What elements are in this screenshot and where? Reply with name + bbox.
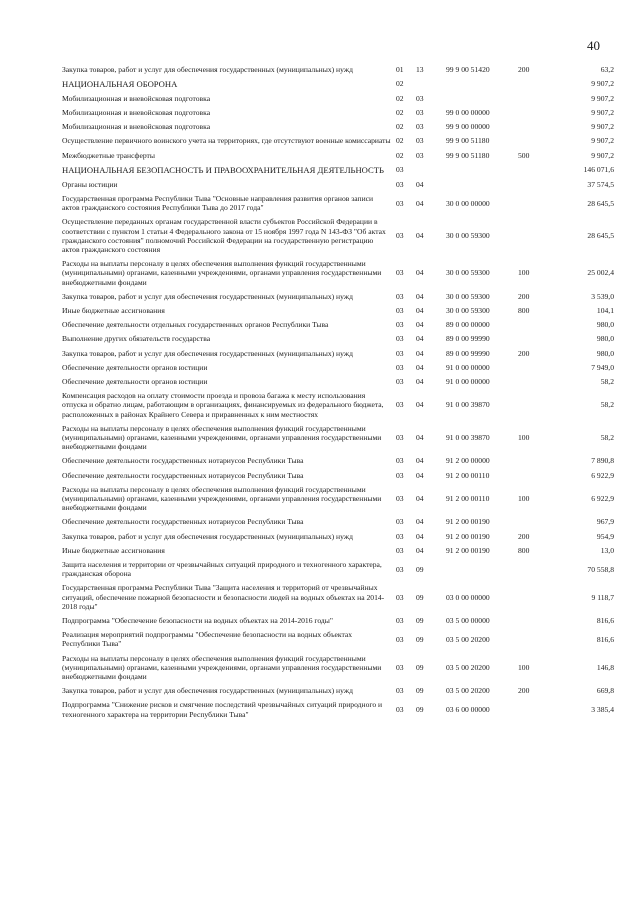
- row-subsection-code: 04: [416, 456, 424, 466]
- row-subsection-code: 04: [416, 334, 424, 344]
- row-target-article: 99 9 00 00000: [446, 122, 490, 132]
- row-description: Обеспечение деятельности отдельных государственных органов Республики Тыва: [62, 320, 329, 330]
- row-subsection-code: 09: [416, 662, 424, 672]
- table-row: [58, 651, 614, 684]
- row-target-article: 99 9 00 51420: [446, 64, 490, 74]
- row-amount: 9 907,2: [591, 136, 614, 146]
- row-amount: 63,2: [600, 64, 614, 74]
- row-subsection-code: 03: [416, 150, 424, 160]
- table-row: [58, 215, 614, 257]
- table-row: [58, 257, 614, 290]
- row-subsection-code: [416, 76, 446, 91]
- row-expense-type: [518, 581, 548, 614]
- row-amount: 7 890,8: [591, 456, 614, 466]
- row-description: Закупка товаров, работ и услуг для обеспечения государственных (муниципальных) нужд: [62, 291, 353, 301]
- budget-table: [58, 62, 614, 721]
- row-target-article: 30 0 00 59300: [446, 305, 490, 315]
- row-subsection-code: 03: [416, 93, 424, 103]
- row-section-code: 03: [396, 376, 404, 386]
- row-subsection-code: 04: [416, 291, 424, 301]
- row-description: Иные бюджетные ассигнования: [62, 545, 165, 555]
- table-row: [58, 162, 614, 177]
- row-subsection-code: 03: [416, 136, 424, 146]
- table-row: [58, 303, 614, 317]
- row-target-article: 91 0 00 39870: [446, 432, 490, 442]
- row-amount: 37 574,5: [587, 179, 614, 189]
- row-description: Подпрограмма "Обеспечение безопасности на водных объектах на 2014-2016 годы": [62, 616, 333, 626]
- row-section-code: 02: [396, 93, 404, 103]
- row-target-article: [446, 76, 518, 91]
- row-target-article: [446, 558, 518, 581]
- row-subsection-code: 04: [416, 348, 424, 358]
- row-subsection-code: 09: [416, 705, 424, 715]
- row-section-code: 03: [396, 517, 404, 527]
- row-section-code: 03: [396, 291, 404, 301]
- table-row: [58, 468, 614, 482]
- row-expense-type: 800: [518, 545, 530, 555]
- row-expense-type: [518, 454, 548, 468]
- row-expense-type: [518, 177, 548, 191]
- row-subsection-code: 04: [416, 517, 424, 527]
- row-expense-type: 200: [518, 348, 530, 358]
- row-section-code: 03: [396, 705, 404, 715]
- row-amount: 7 949,0: [591, 362, 614, 372]
- row-expense-type: 800: [518, 305, 530, 315]
- row-description: Обеспечение деятельности государственных нотариусов Республики Тыва: [62, 456, 304, 466]
- table-row: [58, 177, 614, 191]
- table-row: [58, 454, 614, 468]
- row-section-code: 02: [396, 107, 404, 117]
- table-row: [58, 134, 614, 148]
- table-row: [58, 105, 614, 119]
- row-description: Органы юстиции: [62, 179, 118, 189]
- page-number: 40: [587, 38, 600, 53]
- row-expense-type: [518, 134, 548, 148]
- row-target-article: 89 0 00 99990: [446, 334, 490, 344]
- row-amount: 816,6: [596, 616, 614, 626]
- row-description: Осуществление переданных органам государственной власти субъектов Российской Федерации в соответствии с пунктом 1 статьи 4 Федерального закона от 15 ноября 1997 года N 143-ФЗ "Об актах гражданского состояния" полномочий Российской Федерации на государственную регистрацию актов гражданского состояния: [62, 217, 386, 254]
- row-amount: 6 922,9: [591, 494, 614, 503]
- row-description: Расходы на выплаты персоналу в целях обеспечения выполнения функций государственными (муниципальными) органами, казенными учреждениями, органами управления государственными внебюджетными фондами: [62, 653, 382, 682]
- row-description: Закупка товаров, работ и услуг для обеспечения государственных (муниципальных) нужд: [62, 348, 353, 358]
- row-section-code: 03: [396, 634, 404, 644]
- row-description: Расходы на выплаты персоналу в целях обеспечения выполнения функций государственными (муниципальными) органами, казенными учреждениями, органами управления государственными внебюджетными фондами: [62, 423, 382, 452]
- row-target-article: 91 2 00 00110: [446, 494, 490, 503]
- row-amount: 28 645,5: [587, 231, 614, 241]
- row-expense-type: 200: [518, 686, 530, 696]
- row-description: Мобилизационная и вневойсковая подготовка: [62, 107, 211, 117]
- row-subsection-code: 13: [416, 64, 424, 74]
- row-amount: 146 071,6: [583, 165, 614, 175]
- row-subsection-code: [416, 162, 446, 177]
- row-expense-type: [518, 120, 548, 134]
- table-row: [58, 543, 614, 557]
- table-row: [58, 332, 614, 346]
- row-amount: 9 907,2: [591, 79, 614, 89]
- table-row: [58, 374, 614, 388]
- row-amount: 6 922,9: [591, 470, 614, 480]
- row-section-code: 03: [396, 198, 404, 208]
- row-subsection-code: 04: [416, 494, 424, 503]
- row-description: Расходы на выплаты персоналу в целях обеспечения выполнения функций государственными (муниципальными) органами, казенными учреждениями, органами управления государственными внебюджетными фондами: [62, 259, 382, 287]
- row-subsection-code: 04: [416, 531, 424, 541]
- row-target-article: [446, 177, 518, 191]
- row-subsection-code: 04: [416, 545, 424, 555]
- table-row: [58, 628, 614, 651]
- table-row: [58, 614, 614, 628]
- row-subsection-code: 04: [416, 268, 424, 278]
- row-description: Закупка товаров, работ и услуг для обеспечения государственных (муниципальных) нужд: [62, 531, 353, 541]
- row-amount: 954,9: [596, 531, 614, 541]
- row-section-code: 03: [396, 616, 404, 626]
- row-section-code: 02: [396, 79, 404, 89]
- row-section-code: 03: [396, 686, 404, 696]
- row-target-article: 30 0 00 59300: [446, 291, 490, 301]
- row-subsection-code: 04: [416, 362, 424, 372]
- row-section-code: 03: [396, 592, 404, 602]
- row-section-code: 02: [396, 122, 404, 132]
- table-row: [58, 346, 614, 360]
- row-section-code: 03: [396, 432, 404, 442]
- row-target-article: 91 2 00 00110: [446, 470, 490, 480]
- row-expense-type: [518, 360, 548, 374]
- row-amount: 9 907,2: [591, 107, 614, 117]
- table-row: [58, 76, 614, 91]
- row-amount: 58,2: [600, 376, 614, 386]
- row-expense-type: [518, 698, 548, 721]
- table-row: [58, 558, 614, 581]
- table-row: [58, 360, 614, 374]
- row-target-article: 03 5 00 20200: [446, 662, 490, 672]
- row-target-article: [446, 91, 518, 105]
- row-expense-type: 100: [518, 268, 530, 278]
- row-section-code: 03: [396, 362, 404, 372]
- row-description: Иные бюджетные ассигнования: [62, 305, 165, 315]
- row-amount: 980,0: [596, 348, 614, 358]
- table-row: [58, 289, 614, 303]
- row-subsection-code: 04: [416, 470, 424, 480]
- row-subsection-code: 03: [416, 122, 424, 132]
- row-section-code: 02: [396, 136, 404, 146]
- row-section-code: 03: [396, 662, 404, 672]
- row-amount: 58,2: [600, 400, 614, 410]
- row-subsection-code: 09: [416, 634, 424, 644]
- row-section-code: 03: [396, 545, 404, 555]
- row-section-code: 03: [396, 400, 404, 410]
- row-expense-type: 200: [518, 291, 530, 301]
- row-expense-type: [518, 614, 548, 628]
- row-section-code: 03: [396, 268, 404, 278]
- row-target-article: 99 9 00 51180: [446, 150, 490, 160]
- row-expense-type: [518, 76, 548, 91]
- row-expense-type: [518, 374, 548, 388]
- row-expense-type: [518, 628, 548, 651]
- row-description: Обеспечение деятельности органов юстиции: [62, 362, 208, 372]
- row-target-article: 03 5 00 00000: [446, 616, 490, 626]
- table-row: [58, 148, 614, 162]
- row-description: Государственная программа Республики Тыва "Основные направления развития органов записи актов гражданского состояния Республики Тыва до 2017 года": [62, 193, 374, 213]
- row-amount: 980,0: [596, 320, 614, 330]
- row-target-article: 91 2 00 00000: [446, 456, 490, 466]
- row-section-code: 03: [396, 165, 404, 175]
- row-subsection-code: 09: [416, 564, 424, 574]
- row-amount: 9 907,2: [591, 93, 614, 103]
- row-subsection-code: 04: [416, 320, 424, 330]
- row-expense-type: 100: [518, 432, 530, 442]
- row-target-article: 30 0 00 59300: [446, 268, 490, 278]
- row-amount: 28 645,5: [587, 198, 614, 208]
- row-subsection-code: 04: [416, 198, 424, 208]
- row-subsection-code: 04: [416, 231, 424, 241]
- row-target-article: 91 0 00 00000: [446, 376, 490, 386]
- table-row: [58, 62, 614, 76]
- table-row: [58, 421, 614, 454]
- row-subsection-code: 09: [416, 592, 424, 602]
- row-subsection-code: 04: [416, 376, 424, 386]
- table-row: [58, 482, 614, 515]
- row-description: Обеспечение деятельности органов юстиции: [62, 376, 208, 386]
- row-expense-type: 500: [518, 150, 530, 160]
- row-target-article: 89 0 00 00000: [446, 320, 490, 330]
- table-row: [58, 120, 614, 134]
- row-section-code: 03: [396, 494, 404, 503]
- budget-table-body: [58, 62, 614, 721]
- row-subsection-code: 04: [416, 400, 424, 410]
- row-section-code: 03: [396, 320, 404, 330]
- row-subsection-code: 09: [416, 686, 424, 696]
- row-subsection-code: 09: [416, 616, 424, 626]
- row-target-article: 99 0 00 00000: [446, 107, 490, 117]
- row-expense-type: [518, 389, 548, 422]
- row-section-code: 03: [396, 179, 404, 189]
- row-expense-type: [518, 91, 548, 105]
- row-expense-type: [518, 215, 548, 257]
- row-amount: 669,8: [596, 686, 614, 696]
- row-amount: 816,6: [596, 634, 614, 644]
- row-target-article: [446, 162, 518, 177]
- table-row: [58, 389, 614, 422]
- row-amount: 9 907,2: [591, 122, 614, 132]
- row-target-article: 91 2 00 00190: [446, 531, 490, 541]
- row-section-code: 03: [396, 334, 404, 344]
- table-row: [58, 581, 614, 614]
- row-description: Реализация мероприятий подпрограммы "Обеспечение безопасности на водных объектах Республики Тыва": [62, 630, 353, 649]
- row-section-code: 03: [396, 531, 404, 541]
- row-description: Подпрограмма "Снижение рисков и смягчение последствий чрезвычайных ситуаций природного и техногенного характера на территории Республики Тыва": [62, 700, 383, 719]
- row-amount: 9 907,2: [591, 150, 614, 160]
- row-amount: 967,9: [596, 517, 614, 527]
- row-target-article: 91 0 00 39870: [446, 400, 490, 410]
- row-amount: 980,0: [596, 334, 614, 344]
- row-target-article: 91 2 00 00190: [446, 517, 490, 527]
- row-section-code: 03: [396, 231, 404, 241]
- row-expense-type: [518, 191, 548, 214]
- table-row: [58, 529, 614, 543]
- row-target-article: 03 0 00 00000: [446, 592, 490, 602]
- row-expense-type: [518, 515, 548, 529]
- row-expense-type: [518, 468, 548, 482]
- row-subsection-code: 04: [416, 432, 424, 442]
- row-expense-type: [518, 162, 548, 177]
- row-description: НАЦИОНАЛЬНАЯ БЕЗОПАСНОСТЬ И ПРАВООХРАНИТЕЛЬНАЯ ДЕЯТЕЛЬНОСТЬ: [62, 164, 384, 175]
- row-section-code: 03: [396, 305, 404, 315]
- table-row: [58, 515, 614, 529]
- row-expense-type: 100: [518, 494, 530, 503]
- row-target-article: 03 5 00 20200: [446, 634, 490, 644]
- row-target-article: 30 0 00 59300: [446, 231, 490, 241]
- row-target-article: 89 0 00 99990: [446, 348, 490, 358]
- row-amount: 13,0: [600, 545, 614, 555]
- row-target-article: 03 6 00 00000: [446, 705, 490, 715]
- row-section-code: 01: [396, 64, 404, 74]
- row-amount: 9 118,7: [591, 592, 614, 602]
- table-row: [58, 684, 614, 698]
- row-expense-type: 100: [518, 662, 530, 672]
- table-row: [58, 191, 614, 214]
- row-subsection-code: 04: [416, 305, 424, 315]
- row-amount: 25 002,4: [587, 268, 614, 278]
- row-target-article: 91 0 00 00000: [446, 362, 490, 372]
- row-expense-type: 200: [518, 64, 530, 74]
- row-description: Компенсация расходов на оплату стоимости проезда и провоза багажа к месту использования отпуска и обратно лицам, работающим в организациях, финансируемых из федерального бюджета, расположенных в районах Крайнего Севера и приравненных к ним местностях: [62, 391, 384, 419]
- row-amount: 70 558,8: [587, 564, 614, 574]
- row-description: Защита населения и территории от чрезвычайных ситуаций природного и техногенного характера, гражданская оборона: [62, 560, 382, 579]
- row-subsection-code: 03: [416, 107, 424, 117]
- row-amount: 104,1: [596, 305, 614, 315]
- row-description: Закупка товаров, работ и услуг для обеспечения государственных (муниципальных) нужд: [62, 686, 353, 696]
- row-description: Мобилизационная и вневойсковая подготовка: [62, 122, 211, 132]
- row-section-code: 02: [396, 150, 404, 160]
- row-expense-type: [518, 558, 548, 581]
- row-description: Межбюджетные трансферты: [62, 150, 155, 160]
- row-target-article: 03 5 00 20200: [446, 686, 490, 696]
- row-section-code: 03: [396, 348, 404, 358]
- row-description: Осуществление первичного воинского учета на территориях, где отсутствуют военные комиссариаты: [62, 136, 391, 146]
- row-expense-type: [518, 318, 548, 332]
- row-section-code: 03: [396, 564, 404, 574]
- row-subsection-code: 04: [416, 179, 424, 189]
- row-description: Мобилизационная и вневойсковая подготовка: [62, 93, 211, 103]
- row-amount: 3 539,0: [591, 291, 614, 301]
- row-section-code: 03: [396, 470, 404, 480]
- row-description: Государственная программа Республики Тыва "Защита населения и территорий от чрезвычайных ситуаций, обеспечение пожарной безопасности и безопасности людей на водных объектах на 2014-2018 годы": [62, 583, 385, 611]
- row-amount: 58,2: [600, 432, 614, 442]
- row-target-article: 30 0 00 00000: [446, 198, 490, 208]
- row-description: Выполнение других обязательств государства: [62, 334, 211, 344]
- row-amount: 146,8: [596, 662, 614, 672]
- row-description: Обеспечение деятельности государственных нотариусов Республики Тыва: [62, 470, 304, 480]
- row-description: Закупка товаров, работ и услуг для обеспечения государственных (муниципальных) нужд: [62, 64, 353, 74]
- row-expense-type: 200: [518, 531, 530, 541]
- row-description: НАЦИОНАЛЬНАЯ ОБОРОНА: [62, 78, 178, 89]
- row-target-article: 91 2 00 00190: [446, 545, 490, 555]
- row-description: Обеспечение деятельности государственных нотариусов Республики Тыва: [62, 517, 304, 527]
- row-description: Расходы на выплаты персоналу в целях обеспечения выполнения функций государственными (муниципальными) органами, казенными учреждениями, органами управления государственными внебюджетными фондами: [62, 484, 382, 513]
- row-expense-type: [518, 332, 548, 346]
- row-section-code: 03: [396, 456, 404, 466]
- table-row: [58, 698, 614, 721]
- row-expense-type: [518, 105, 548, 119]
- table-row: [58, 91, 614, 105]
- row-amount: 3 385,4: [591, 705, 614, 715]
- table-row: [58, 318, 614, 332]
- row-target-article: 99 9 00 51180: [446, 136, 490, 146]
